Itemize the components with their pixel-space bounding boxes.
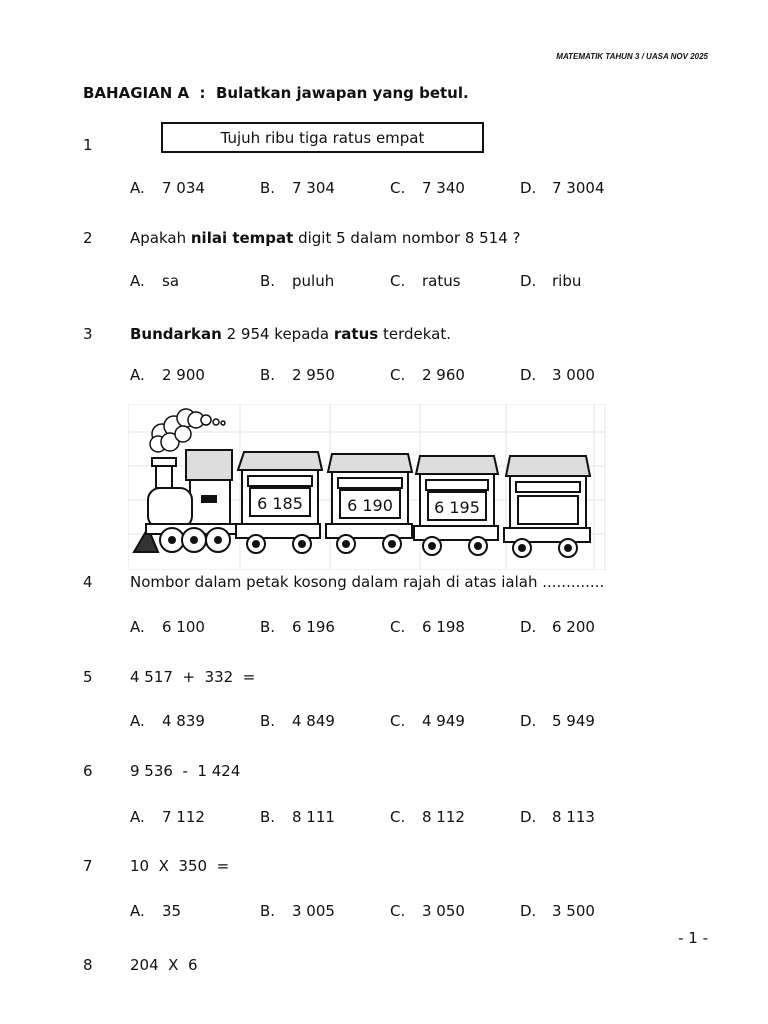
section-instruction: Bulatkan jawapan yang betul. xyxy=(216,84,469,102)
option-a[interactable]: A. 7 034 xyxy=(130,179,205,197)
question-3-text: Bundarkan 2 954 kepada ratus terdekat. xyxy=(130,325,451,343)
car-2-number: 6 190 xyxy=(347,496,393,515)
option-d[interactable]: D. 7 3004 xyxy=(520,179,605,197)
question-7-number: 7 xyxy=(83,857,93,875)
section-label: BAHAGIAN A xyxy=(83,84,190,102)
option-d[interactable]: D. ribu xyxy=(520,272,582,290)
question-1-box: Tujuh ribu tiga ratus empat xyxy=(161,122,484,153)
train-illustration xyxy=(128,404,606,570)
blank-number-box xyxy=(518,496,578,524)
option-d[interactable]: D. 5 949 xyxy=(520,712,595,730)
option-b[interactable]: B. 4 849 xyxy=(260,712,335,730)
option-b[interactable]: B. 6 196 xyxy=(260,618,335,636)
question-1-number: 1 xyxy=(83,136,93,154)
question-5-text: 4 517 + 332 = xyxy=(130,668,256,686)
option-c[interactable]: C. 6 198 xyxy=(390,618,465,636)
option-c[interactable]: C. 7 340 xyxy=(390,179,465,197)
question-4-text: Nombor dalam petak kosong dalam rajah di atas ialah ............. xyxy=(130,573,605,591)
option-b[interactable]: B. 7 304 xyxy=(260,179,335,197)
option-d[interactable]: D. 3 500 xyxy=(520,902,595,920)
car-1-number: 6 185 xyxy=(257,494,303,513)
option-c[interactable]: C. 8 112 xyxy=(390,808,465,826)
page-number: - 1 - xyxy=(678,929,708,947)
option-a[interactable]: A. 6 100 xyxy=(130,618,205,636)
option-c[interactable]: C. 4 949 xyxy=(390,712,465,730)
option-a[interactable]: A. sa xyxy=(130,272,180,290)
question-8-text: 204 X 6 xyxy=(130,956,198,974)
option-b[interactable]: B. 3 005 xyxy=(260,902,335,920)
question-8-number: 8 xyxy=(83,956,93,974)
option-c[interactable]: C. ratus xyxy=(390,272,461,290)
section-separator: : xyxy=(199,84,206,102)
train-car-4-blank xyxy=(504,456,590,557)
option-b[interactable]: B. 8 111 xyxy=(260,808,335,826)
option-a[interactable]: A. 4 839 xyxy=(130,712,205,730)
question-5-number: 5 xyxy=(83,668,93,686)
option-d[interactable]: D. 6 200 xyxy=(520,618,595,636)
section-title xyxy=(83,84,469,102)
option-c[interactable]: C. 3 050 xyxy=(390,902,465,920)
car-3-number: 6 195 xyxy=(434,498,480,517)
option-a[interactable]: A. 7 112 xyxy=(130,808,205,826)
question-6-text: 9 536 - 1 424 xyxy=(130,762,241,780)
option-a[interactable]: A. 2 900 xyxy=(130,366,205,384)
option-b[interactable]: B. puluh xyxy=(260,272,335,290)
page-header: MATEMATIK TAHUN 3 / UASA NOV 2025 xyxy=(556,52,708,61)
question-7-text: 10 X 350 = xyxy=(130,857,230,875)
option-d[interactable]: D. 8 113 xyxy=(520,808,595,826)
question-2-number: 2 xyxy=(83,229,93,247)
question-6-number: 6 xyxy=(83,762,93,780)
option-a[interactable]: A. 35 xyxy=(130,902,182,920)
option-d[interactable]: D. 3 000 xyxy=(520,366,595,384)
question-2-text: Apakah nilai tempat digit 5 dalam nombor 8 514 ? xyxy=(130,229,521,247)
locomotive-wheels xyxy=(160,528,230,552)
question-4-number: 4 xyxy=(83,573,93,591)
smoke-icon xyxy=(150,409,225,452)
option-c[interactable]: C. 2 960 xyxy=(390,366,465,384)
option-b[interactable]: B. 2 950 xyxy=(260,366,335,384)
question-3-number: 3 xyxy=(83,325,93,343)
